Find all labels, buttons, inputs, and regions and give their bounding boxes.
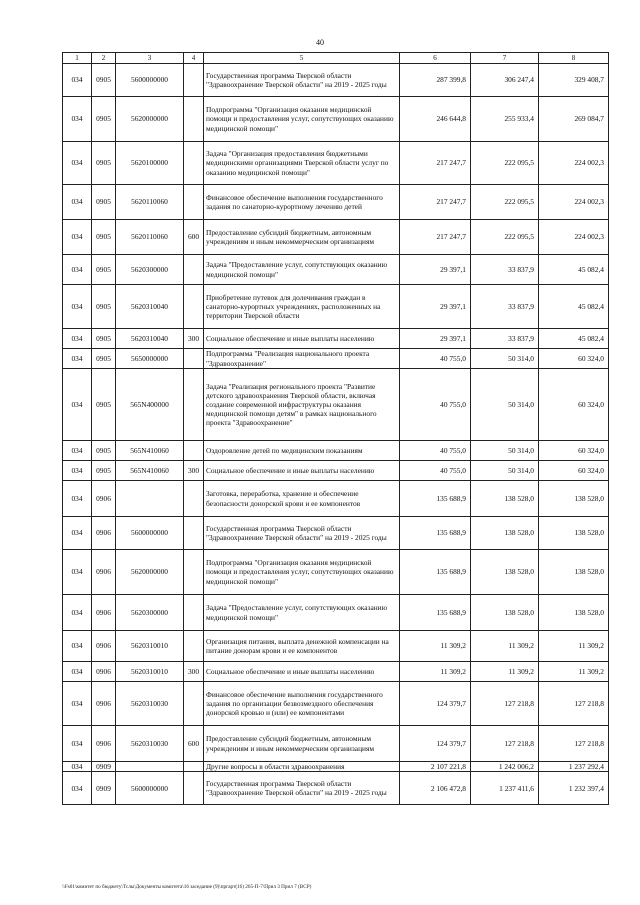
description-cell: Задача "Реализация регионального проекта "Развитие детского здравоохранения Тверской области, включая создание современной инфраструктуры оказания медицинской помощи детям" в рамках национального проекта "Здравоохранение"	[204, 369, 400, 441]
amount-2021-cell: 11 309,2	[471, 662, 539, 682]
header-cell: 5	[204, 53, 400, 64]
code-cell: 034	[63, 481, 92, 517]
description-cell: Оздоровление детей по медицинским показаниям	[204, 441, 400, 461]
expense-type-cell	[184, 185, 204, 220]
amount-2022-cell: 138 528,0	[539, 481, 609, 517]
code-cell: 034	[63, 550, 92, 595]
section-cell: 0905	[92, 255, 116, 285]
section-cell: 0906	[92, 726, 116, 762]
description-cell: Предоставление субсидий бюджетным, автономным учреждениям и иным некоммерческим организациям	[204, 220, 400, 255]
amount-2020-cell: 287 399,8	[400, 64, 471, 97]
expense-type-cell	[184, 517, 204, 550]
amount-2021-cell: 50 314,0	[471, 461, 539, 481]
expense-type-cell: 300	[184, 662, 204, 682]
header-cell: 8	[539, 53, 609, 64]
expense-type-cell	[184, 682, 204, 726]
amount-2021-cell: 11 309,2	[471, 631, 539, 662]
code-cell: 034	[63, 97, 92, 142]
table-row	[63, 220, 609, 255]
amount-2022-cell: 138 528,0	[539, 517, 609, 550]
amount-2020-cell: 217 247,7	[400, 142, 471, 185]
table-row	[63, 329, 609, 349]
amount-2022-cell: 60 324,0	[539, 369, 609, 441]
description-cell: Финансовое обеспечение выполнения государственного задания по санаторно-курортному лечению детей	[204, 185, 400, 220]
expense-type-cell	[184, 255, 204, 285]
code-cell: 034	[63, 285, 92, 329]
amount-2020-cell: 40 755,0	[400, 461, 471, 481]
code-cell: 034	[63, 441, 92, 461]
header-cell: 6	[400, 53, 471, 64]
page-number: 40	[316, 38, 324, 47]
expense-type-cell	[184, 772, 204, 805]
expense-type-cell	[184, 550, 204, 595]
amount-2021-cell: 138 528,0	[471, 517, 539, 550]
amount-2020-cell: 29 397,1	[400, 329, 471, 349]
section-cell: 0905	[92, 329, 116, 349]
table-row	[63, 142, 609, 185]
description-cell: Государственная программа Тверской области "Здравоохранение Тверской области" на 2019 - 2025 годы	[204, 772, 400, 805]
amount-2022-cell: 60 324,0	[539, 461, 609, 481]
amount-2022-cell: 11 309,2	[539, 662, 609, 682]
table-row	[63, 481, 609, 517]
amount-2020-cell: 11 309,2	[400, 631, 471, 662]
target-code-cell: 5620100000	[116, 142, 184, 185]
amount-2021-cell: 1 237 411,6	[471, 772, 539, 805]
amount-2021-cell: 222 095,5	[471, 220, 539, 255]
target-code-cell: 5600000000	[116, 772, 184, 805]
section-cell: 0905	[92, 64, 116, 97]
amount-2020-cell: 40 755,0	[400, 349, 471, 369]
code-cell: 034	[63, 595, 92, 631]
section-cell: 0906	[92, 550, 116, 595]
amount-2020-cell: 246 644,8	[400, 97, 471, 142]
amount-2020-cell: 124 379,7	[400, 726, 471, 762]
target-code-cell	[116, 762, 184, 772]
code-cell: 034	[63, 369, 92, 441]
amount-2022-cell: 1 237 292,4	[539, 762, 609, 772]
description-cell: Приобретение путевок для долечивания граждан в санаторно-курортных учреждениях, расположенных на территории Тверской области	[204, 285, 400, 329]
amount-2022-cell: 127 218,8	[539, 682, 609, 726]
expense-type-cell: 300	[184, 329, 204, 349]
section-cell: 0905	[92, 97, 116, 142]
amount-2020-cell: 135 688,9	[400, 550, 471, 595]
amount-2020-cell: 217 247,7	[400, 185, 471, 220]
description-cell: Подпрограмма "Реализация национального проекта "Здравоохранение"	[204, 349, 400, 369]
table-body	[63, 64, 609, 805]
amount-2021-cell: 50 314,0	[471, 369, 539, 441]
table-row	[63, 682, 609, 726]
table-row	[63, 349, 609, 369]
description-cell: Предоставление субсидий бюджетным, автономным учреждениям и иным некоммерческим организациям	[204, 726, 400, 762]
target-code-cell: 5620310030	[116, 726, 184, 762]
amount-2020-cell: 2 107 221,8	[400, 762, 471, 772]
target-code-cell: 565N410060	[116, 461, 184, 481]
table-row	[63, 762, 609, 772]
description-cell: Государственная программа Тверской области "Здравоохранение Тверской области" на 2019 - 2025 годы	[204, 64, 400, 97]
amount-2020-cell: 124 379,7	[400, 682, 471, 726]
target-code-cell: 5620310030	[116, 682, 184, 726]
code-cell: 034	[63, 329, 92, 349]
code-cell: 034	[63, 349, 92, 369]
expense-type-cell	[184, 97, 204, 142]
table-row	[63, 550, 609, 595]
header-row	[63, 53, 609, 64]
table-row	[63, 772, 609, 805]
header-cell: 3	[116, 53, 184, 64]
amount-2022-cell: 224 002,3	[539, 220, 609, 255]
section-cell: 0906	[92, 481, 116, 517]
table-row	[63, 64, 609, 97]
description-cell: Организация питания, выплата денежной компенсации на питание донорам крови и ее компонентов	[204, 631, 400, 662]
target-code-cell: 5600000000	[116, 64, 184, 97]
amount-2021-cell: 50 314,0	[471, 349, 539, 369]
target-code-cell	[116, 481, 184, 517]
amount-2022-cell: 224 002,3	[539, 185, 609, 220]
table-row	[63, 369, 609, 441]
table-row	[63, 285, 609, 329]
amount-2020-cell: 29 397,1	[400, 255, 471, 285]
table-row	[63, 726, 609, 762]
description-cell: Задача "Предоставление услуг, сопутствующих оказанию медицинской помощи"	[204, 595, 400, 631]
code-cell: 034	[63, 631, 92, 662]
amount-2022-cell: 60 324,0	[539, 349, 609, 369]
amount-2022-cell: 269 084,7	[539, 97, 609, 142]
table-row	[63, 662, 609, 682]
amount-2020-cell: 2 106 472,8	[400, 772, 471, 805]
section-cell: 0905	[92, 185, 116, 220]
section-cell: 0905	[92, 369, 116, 441]
amount-2022-cell: 1 232 397,4	[539, 772, 609, 805]
code-cell: 034	[63, 517, 92, 550]
amount-2021-cell: 255 933,4	[471, 97, 539, 142]
table-row	[63, 517, 609, 550]
amount-2022-cell: 11 309,2	[539, 631, 609, 662]
code-cell: 034	[63, 185, 92, 220]
target-code-cell: 5620310010	[116, 662, 184, 682]
expense-type-cell	[184, 595, 204, 631]
expense-type-cell	[184, 481, 204, 517]
header-cell: 1	[63, 53, 92, 64]
section-cell: 0906	[92, 662, 116, 682]
budget-table	[62, 52, 609, 805]
description-cell: Подпрограмма "Организация оказания медицинской помощи и предоставления услуг, сопутствующих оказанию медицинской помощи"	[204, 550, 400, 595]
expense-type-cell	[184, 64, 204, 97]
expense-type-cell	[184, 349, 204, 369]
amount-2022-cell: 45 082,4	[539, 255, 609, 285]
target-code-cell: 5620110060	[116, 220, 184, 255]
target-code-cell: 5620310040	[116, 285, 184, 329]
description-cell: Социальное обеспечение и иные выплаты населению	[204, 329, 400, 349]
expense-type-cell	[184, 441, 204, 461]
section-cell: 0906	[92, 682, 116, 726]
header-cell: 7	[471, 53, 539, 64]
amount-2021-cell: 306 247,4	[471, 64, 539, 97]
amount-2022-cell: 45 082,4	[539, 329, 609, 349]
section-cell: 0906	[92, 517, 116, 550]
expense-type-cell: 600	[184, 726, 204, 762]
target-code-cell: 5620000000	[116, 550, 184, 595]
amount-2021-cell: 50 314,0	[471, 441, 539, 461]
code-cell: 034	[63, 772, 92, 805]
code-cell: 034	[63, 220, 92, 255]
table-row	[63, 461, 609, 481]
amount-2020-cell: 40 755,0	[400, 369, 471, 441]
target-code-cell: 5620310010	[116, 631, 184, 662]
expense-type-cell	[184, 631, 204, 662]
code-cell: 034	[63, 726, 92, 762]
code-cell: 034	[63, 64, 92, 97]
header-cell: 4	[184, 53, 204, 64]
expense-type-cell	[184, 285, 204, 329]
expense-type-cell: 600	[184, 220, 204, 255]
description-cell: Задача "Предоставление услуг, сопутствующих оказанию медицинской помощи"	[204, 255, 400, 285]
amount-2020-cell: 135 688,9	[400, 517, 471, 550]
amount-2022-cell: 138 528,0	[539, 550, 609, 595]
amount-2021-cell: 222 095,5	[471, 142, 539, 185]
amount-2020-cell: 29 397,1	[400, 285, 471, 329]
header-cell: 2	[92, 53, 116, 64]
table-row	[63, 97, 609, 142]
amount-2020-cell: 11 309,2	[400, 662, 471, 682]
expense-type-cell	[184, 142, 204, 185]
target-code-cell: 5620000000	[116, 97, 184, 142]
table-row	[63, 255, 609, 285]
amount-2020-cell: 135 688,9	[400, 481, 471, 517]
target-code-cell: 5620110060	[116, 185, 184, 220]
description-cell: Социальное обеспечение и иные выплаты населению	[204, 662, 400, 682]
section-cell: 0906	[92, 595, 116, 631]
table-row	[63, 185, 609, 220]
target-code-cell: 5620310040	[116, 329, 184, 349]
expense-type-cell: 300	[184, 461, 204, 481]
code-cell: 034	[63, 682, 92, 726]
amount-2021-cell: 138 528,0	[471, 481, 539, 517]
amount-2022-cell: 138 528,0	[539, 595, 609, 631]
target-code-cell: 5620300000	[116, 255, 184, 285]
table-row	[63, 441, 609, 461]
target-code-cell: 5620300000	[116, 595, 184, 631]
code-cell: 034	[63, 762, 92, 772]
code-cell: 034	[63, 255, 92, 285]
table-row	[63, 595, 609, 631]
section-cell: 0905	[92, 285, 116, 329]
amount-2021-cell: 1 242 006,2	[471, 762, 539, 772]
amount-2021-cell: 127 218,8	[471, 726, 539, 762]
expense-type-cell	[184, 762, 204, 772]
amount-2021-cell: 33 837,9	[471, 255, 539, 285]
footer-path: \\Fs01\комитет по бюджету\Тслы\Документы комитета\16 заседание (9)\пргарт(16) 265-П-7\Прил 3 Прил 7 (ВСР)	[62, 884, 312, 890]
amount-2020-cell: 217 247,7	[400, 220, 471, 255]
amount-2022-cell: 60 324,0	[539, 441, 609, 461]
amount-2021-cell: 222 095,5	[471, 185, 539, 220]
amount-2021-cell: 33 837,9	[471, 285, 539, 329]
amount-2021-cell: 138 528,0	[471, 595, 539, 631]
description-cell: Финансовое обеспечение выполнения государственного задания по организации безвозмездного обеспечения донорской кровью и (или) ее компонентами	[204, 682, 400, 726]
description-cell: Заготовка, переработка, хранение и обеспечение безопасности донорской крови и ее компонентов	[204, 481, 400, 517]
amount-2020-cell: 135 688,9	[400, 595, 471, 631]
section-cell: 0905	[92, 220, 116, 255]
description-cell: Социальное обеспечение и иные выплаты населению	[204, 461, 400, 481]
section-cell: 0906	[92, 631, 116, 662]
target-code-cell: 5650000000	[116, 349, 184, 369]
description-cell: Другие вопросы в области здравоохранения	[204, 762, 400, 772]
section-cell: 0905	[92, 349, 116, 369]
amount-2022-cell: 224 002,3	[539, 142, 609, 185]
target-code-cell: 5600000000	[116, 517, 184, 550]
code-cell: 034	[63, 461, 92, 481]
section-cell: 0909	[92, 772, 116, 805]
expense-type-cell	[184, 369, 204, 441]
section-cell: 0909	[92, 762, 116, 772]
section-cell: 0905	[92, 461, 116, 481]
description-cell: Государственная программа Тверской области "Здравоохранение Тверской области" на 2019 - 2025 годы	[204, 517, 400, 550]
amount-2021-cell: 127 218,8	[471, 682, 539, 726]
description-cell: Подпрограмма "Организация оказания медицинской помощи и предоставления услуг, сопутствующих оказанию медицинской помощи"	[204, 97, 400, 142]
target-code-cell: 565N410060	[116, 441, 184, 461]
amount-2021-cell: 33 837,9	[471, 329, 539, 349]
amount-2021-cell: 138 528,0	[471, 550, 539, 595]
amount-2022-cell: 45 082,4	[539, 285, 609, 329]
code-cell: 034	[63, 662, 92, 682]
section-cell: 0905	[92, 142, 116, 185]
amount-2020-cell: 40 755,0	[400, 441, 471, 461]
amount-2022-cell: 329 408,7	[539, 64, 609, 97]
description-cell: Задача "Организация предоставления бюджетными медицинскими организациями Тверской области услуг по оказанию медицинской помощи"	[204, 142, 400, 185]
amount-2022-cell: 127 218,8	[539, 726, 609, 762]
section-cell: 0905	[92, 441, 116, 461]
table-row	[63, 631, 609, 662]
target-code-cell: 565N400000	[116, 369, 184, 441]
code-cell: 034	[63, 142, 92, 185]
